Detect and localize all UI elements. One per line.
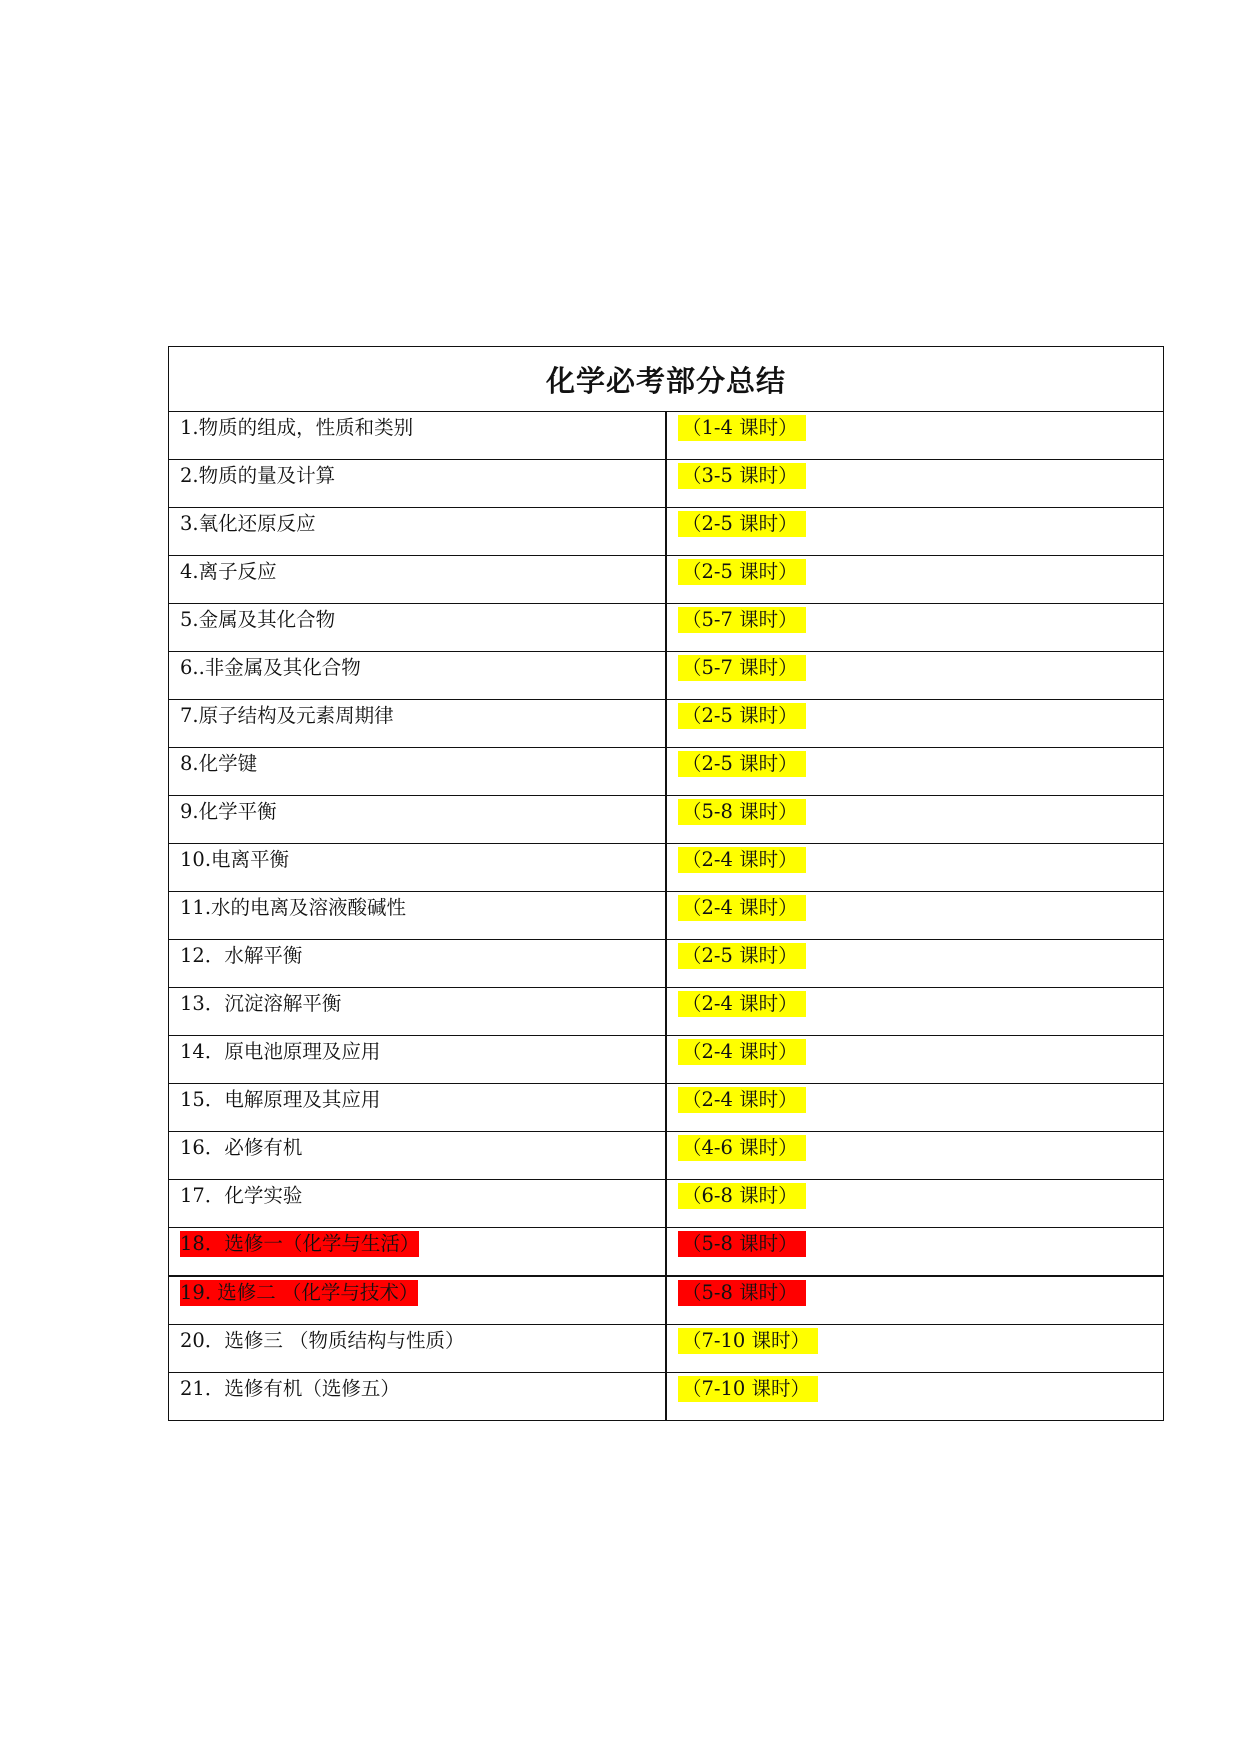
hours-label: （2-5 课时） xyxy=(678,511,806,537)
topic-cell xyxy=(169,844,667,892)
hours-cell xyxy=(666,1325,1164,1373)
hours-cell xyxy=(666,1180,1164,1228)
hours-cell xyxy=(666,1132,1164,1180)
topic-label: 3.氧化还原反应 xyxy=(180,512,316,535)
topic-cell xyxy=(169,1228,667,1277)
hours-label: （3-5 课时） xyxy=(678,463,806,489)
topic-cell xyxy=(169,1325,667,1373)
topic-label: 7.原子结构及元素周期律 xyxy=(180,704,394,727)
table-row xyxy=(169,652,1164,700)
hours-label: （5-8 课时） xyxy=(678,799,806,825)
table-row xyxy=(169,1036,1164,1084)
topic-cell xyxy=(169,1132,667,1180)
table-row xyxy=(169,1132,1164,1180)
table-row xyxy=(169,988,1164,1036)
topic-label: 6..非金属及其化合物 xyxy=(180,656,361,679)
hours-cell xyxy=(666,508,1164,556)
hours-label: （2-4 课时） xyxy=(678,895,806,921)
topic-label: 12．水解平衡 xyxy=(180,944,303,967)
table-row xyxy=(169,1228,1164,1277)
hours-cell xyxy=(666,652,1164,700)
hours-cell xyxy=(666,796,1164,844)
hours-label: （7-10 课时） xyxy=(678,1376,818,1402)
hours-label: （2-4 课时） xyxy=(678,1087,806,1113)
table-row xyxy=(169,508,1164,556)
topic-label: 5.金属及其化合物 xyxy=(180,608,336,631)
topic-label: 8.化学键 xyxy=(180,752,258,775)
hours-cell xyxy=(666,1036,1164,1084)
table-row xyxy=(169,1325,1164,1373)
hours-label: （2-5 课时） xyxy=(678,703,806,729)
table-row xyxy=(169,748,1164,796)
document-title: 化学必考部分总结 xyxy=(169,347,1164,412)
hours-cell xyxy=(666,604,1164,652)
hours-cell xyxy=(666,892,1164,940)
topic-label: 20．选修三 （物质结构与性质） xyxy=(180,1329,465,1352)
topic-cell xyxy=(169,988,667,1036)
topic-cell xyxy=(169,604,667,652)
topic-label: 16．必修有机 xyxy=(180,1136,303,1159)
table-row xyxy=(169,1084,1164,1132)
hours-label: （4-6 课时） xyxy=(678,1135,806,1161)
hours-cell xyxy=(666,700,1164,748)
hours-label: （2-5 课时） xyxy=(678,751,806,777)
hours-label: （5-7 课时） xyxy=(678,607,806,633)
topic-cell xyxy=(169,460,667,508)
topic-label: 13．沉淀溶解平衡 xyxy=(180,992,342,1015)
hours-cell xyxy=(666,1084,1164,1132)
hours-label: （2-4 课时） xyxy=(678,1039,806,1065)
hours-label: （2-4 课时） xyxy=(678,991,806,1017)
topic-label-highlighted: 18．选修一（化学与生活） xyxy=(180,1232,420,1255)
topic-cell xyxy=(169,1373,667,1421)
topic-label: 2.物质的量及计算 xyxy=(180,464,336,487)
topic-cell xyxy=(169,1084,667,1132)
topic-cell xyxy=(169,1276,667,1325)
hours-cell xyxy=(666,1276,1164,1325)
topic-label: 4.离子反应 xyxy=(180,560,277,583)
topic-label: 17．化学实验 xyxy=(180,1184,303,1207)
hours-cell xyxy=(666,460,1164,508)
table-row xyxy=(169,796,1164,844)
topic-cell xyxy=(169,412,667,460)
hours-cell xyxy=(666,1373,1164,1421)
hours-label-highlighted: （5-8 课时） xyxy=(678,1280,806,1306)
course-summary-table xyxy=(168,346,1164,1421)
hours-cell xyxy=(666,1228,1164,1277)
table-row xyxy=(169,892,1164,940)
topic-label: 10.电离平衡 xyxy=(180,848,290,871)
topic-cell xyxy=(169,748,667,796)
topic-label: 9.化学平衡 xyxy=(180,800,277,823)
hours-label: （2-5 课时） xyxy=(678,559,806,585)
topic-cell xyxy=(169,796,667,844)
topic-cell xyxy=(169,940,667,988)
hours-cell xyxy=(666,556,1164,604)
hours-label: （2-5 课时） xyxy=(678,943,806,969)
hours-label: （7-10 课时） xyxy=(678,1328,818,1354)
topic-label: 15．电解原理及其应用 xyxy=(180,1088,381,1111)
topic-label: 21．选修有机（选修五） xyxy=(180,1377,400,1400)
topic-cell xyxy=(169,508,667,556)
hours-label: （1-4 课时） xyxy=(678,415,806,441)
table-row xyxy=(169,604,1164,652)
topic-cell xyxy=(169,652,667,700)
hours-label: （6-8 课时） xyxy=(678,1183,806,1209)
hours-cell xyxy=(666,748,1164,796)
table-row xyxy=(169,1373,1164,1421)
topic-cell xyxy=(169,892,667,940)
hours-cell xyxy=(666,412,1164,460)
topic-cell xyxy=(169,556,667,604)
table-row xyxy=(169,412,1164,460)
topic-cell xyxy=(169,1180,667,1228)
hours-label: （5-7 课时） xyxy=(678,655,806,681)
hours-label: （2-4 课时） xyxy=(678,847,806,873)
table-row xyxy=(169,700,1164,748)
topic-cell xyxy=(169,1036,667,1084)
hours-cell xyxy=(666,988,1164,1036)
title-row xyxy=(169,347,1164,412)
hours-cell xyxy=(666,844,1164,892)
topic-label: 11.水的电离及溶液酸碱性 xyxy=(180,896,407,919)
table-row xyxy=(169,1180,1164,1228)
hours-cell xyxy=(666,940,1164,988)
topic-label: 14．原电池原理及应用 xyxy=(180,1040,381,1063)
topic-cell xyxy=(169,700,667,748)
table-row xyxy=(169,556,1164,604)
topic-label-highlighted: 19. 选修二 （化学与技术） xyxy=(180,1281,419,1304)
table-row xyxy=(169,460,1164,508)
table-row xyxy=(169,844,1164,892)
topic-label: 1.物质的组成，性质和类别 xyxy=(180,416,414,439)
hours-label-highlighted: （5-8 课时） xyxy=(678,1231,806,1257)
table-row xyxy=(169,1276,1164,1325)
table-row xyxy=(169,940,1164,988)
